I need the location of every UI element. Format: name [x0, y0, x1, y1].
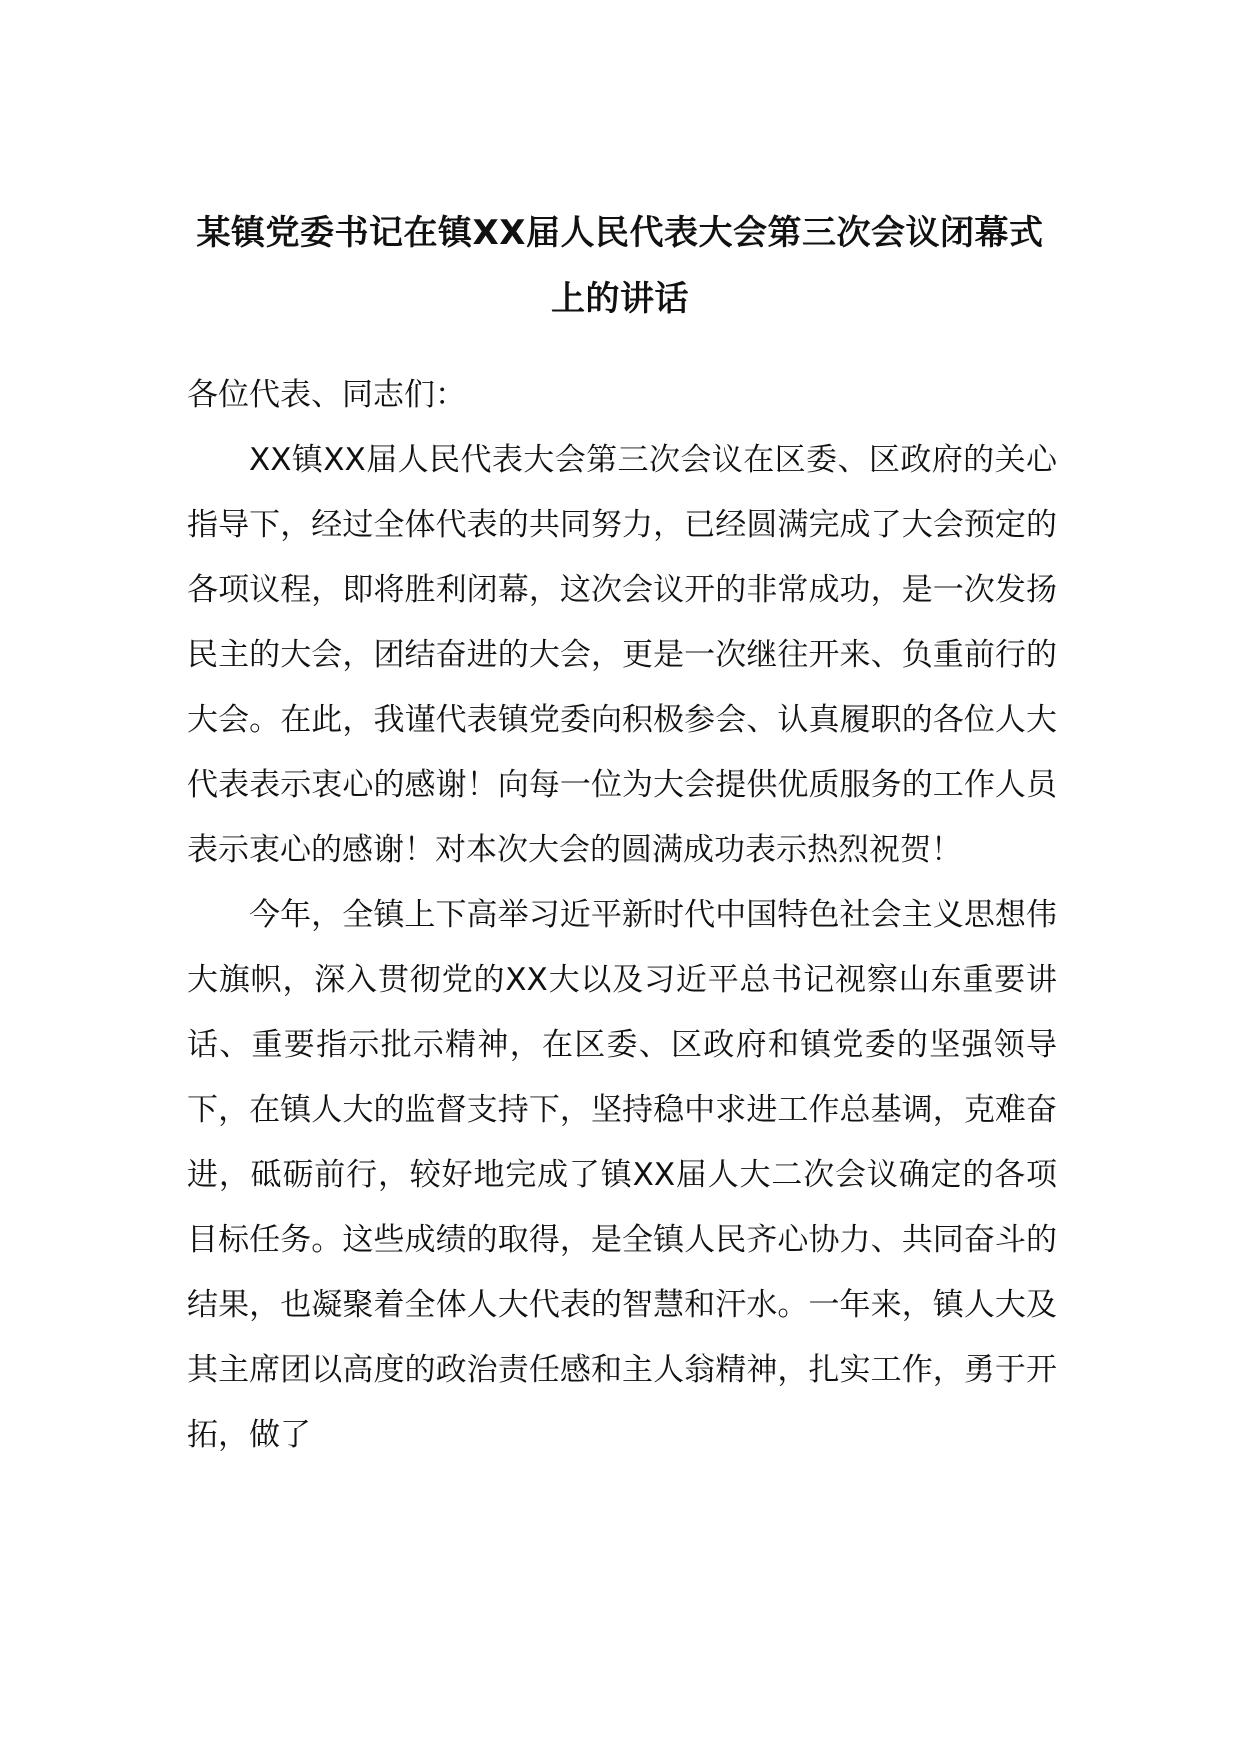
- document-body: [187, 363, 1057, 1468]
- document-title: 某镇党委书记在镇XX届人民代表大会第三次会议闭幕式上的讲话: [196, 213, 1044, 319]
- paragraph-2: 今年，全镇上下高举习近平新时代中国特色社会主义思想伟大旗帜，深入贯彻党的XX大以及习近平总书记视察山东重要讲话、重要指示批示精神，在区委、区政府和镇党委的坚强领导下，在镇人大的监督支持下，坚持稳中求进工作总基调，克难奋进，砥砺前行，较好地完成了镇XX届人大二次会议确定的各项目标任务。这些成绩的取得，是全镇人民齐心协力、共同奋斗的结果，也凝聚着全体人大代表的智慧和汗水。一年来，镇人大及其主席团以高度的政治责任感和主人翁精神，扎实工作，勇于开拓，做了: [187, 897, 1057, 1453]
- paragraph-1: XX镇XX届人民代表大会第三次会议在区委、区政府的关心指导下，经过全体代表的共同努力，已经圆满完成了大会预定的各项议程，即将胜利闭幕，这次会议开的非常成功，是一次发扬民主的大会，团结奋进的大会，更是一次继往开来、负重前行的大会。在此，我谨代表镇党委向积极参会、认真履职的各位人大代表表示衷心的感谢！向每一位为大会提供优质服务的工作人员表示衷心的感谢！对本次大会的圆满成功表示热烈祝贺！: [187, 442, 1057, 868]
- salutation: 各位代表、同志们：: [187, 377, 466, 413]
